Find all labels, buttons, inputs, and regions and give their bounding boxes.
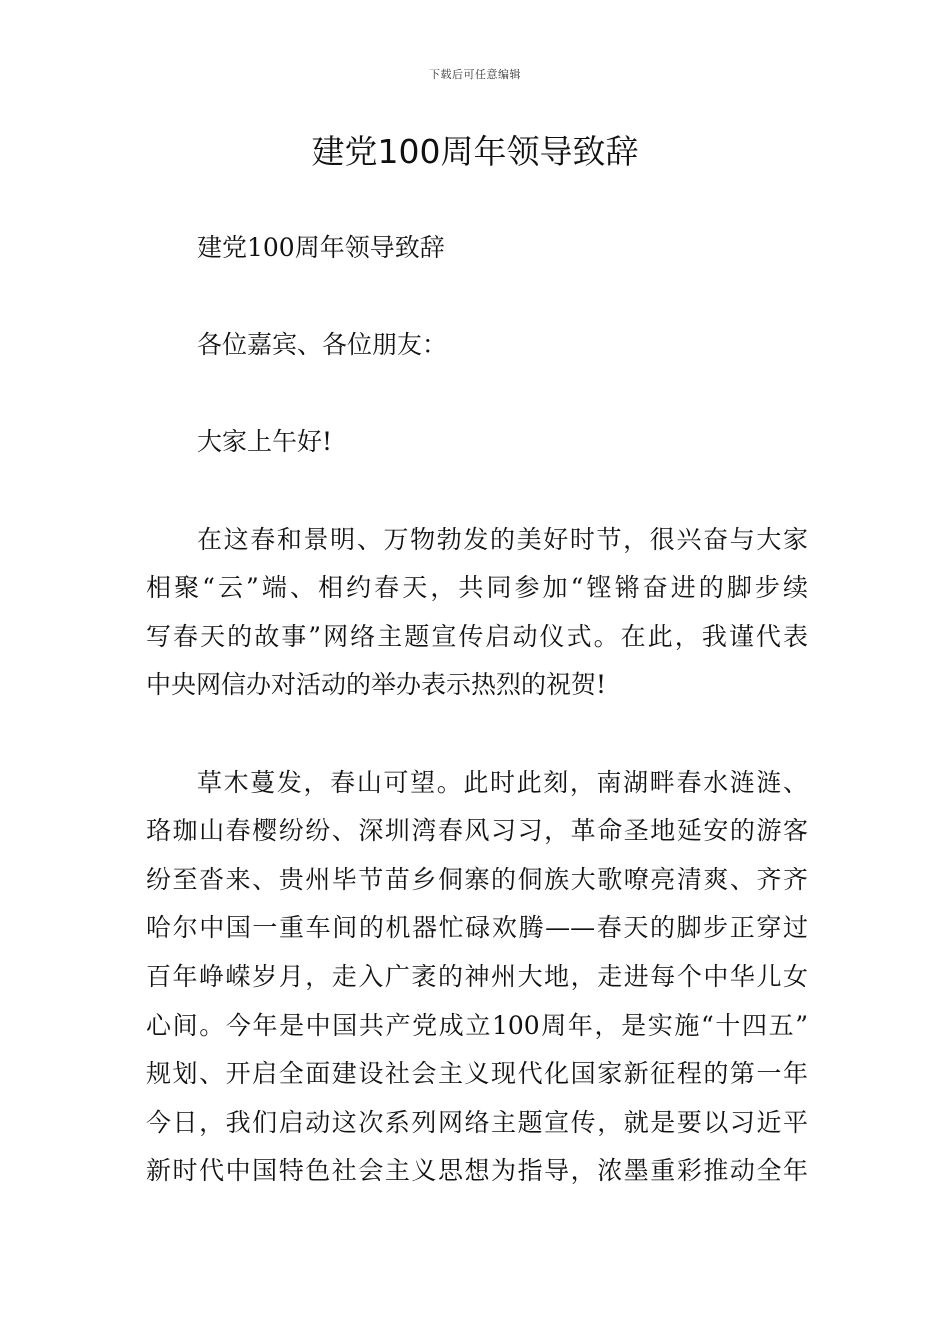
document-body [146, 224, 808, 1196]
text-line: 在这春和景明、万物勃发的美好时节，很兴奋与大家 [197, 524, 808, 554]
paragraph-salutation: 各位嘉宾、各位朋友： [197, 330, 448, 360]
text-line: 今日，我们启动这次系列网络主题宣传，就是要以习近平 [146, 1107, 808, 1137]
paragraph-subtitle: 建党100周年领导致辞 [197, 233, 445, 262]
header-note: 下载后可任意编辑 [429, 68, 521, 81]
paragraph-spring [146, 759, 808, 1196]
text-line: 纷至沓来、贵州毕节苗乡侗寨的侗族大歌嘹亮清爽、齐齐 [146, 864, 808, 894]
text-line: 草木蔓发，春山可望。此时此刻，南湖畔春水涟涟、 [197, 767, 808, 797]
paragraph-greeting: 大家上午好! [197, 427, 333, 457]
text-line: 写春天的故事”网络主题宣传启动仪式。在此，我谨代表 [146, 621, 808, 651]
text-line: 规划、开启全面建设社会主义现代化国家新征程的第一年 [146, 1059, 808, 1089]
text-line: 哈尔中国一重车间的机器忙碌欢腾——春天的脚步正穿过 [146, 913, 808, 943]
text-line: 百年峥嵘岁月，走入广袤的神州大地，走进每个中华儿女 [146, 961, 808, 991]
text-line: 新时代中国特色社会主义思想为指导，浓墨重彩推动全年 [146, 1156, 808, 1186]
text-line: 相聚“云”端、相约春天，共同参加“铿锵奋进的脚步续 [146, 573, 808, 603]
text-line: 心间。今年是中国共产党成立100周年，是实施“十四五” [146, 1010, 808, 1040]
document-title: 建党100周年领导致辞 [311, 132, 639, 171]
text-line: 珞珈山春樱纷纷、深圳湾春风习习，革命圣地延安的游客 [146, 816, 808, 846]
text-line: 中央网信办对活动的举办表示热烈的祝贺! [146, 670, 607, 700]
paragraph-congratulations [146, 516, 808, 710]
